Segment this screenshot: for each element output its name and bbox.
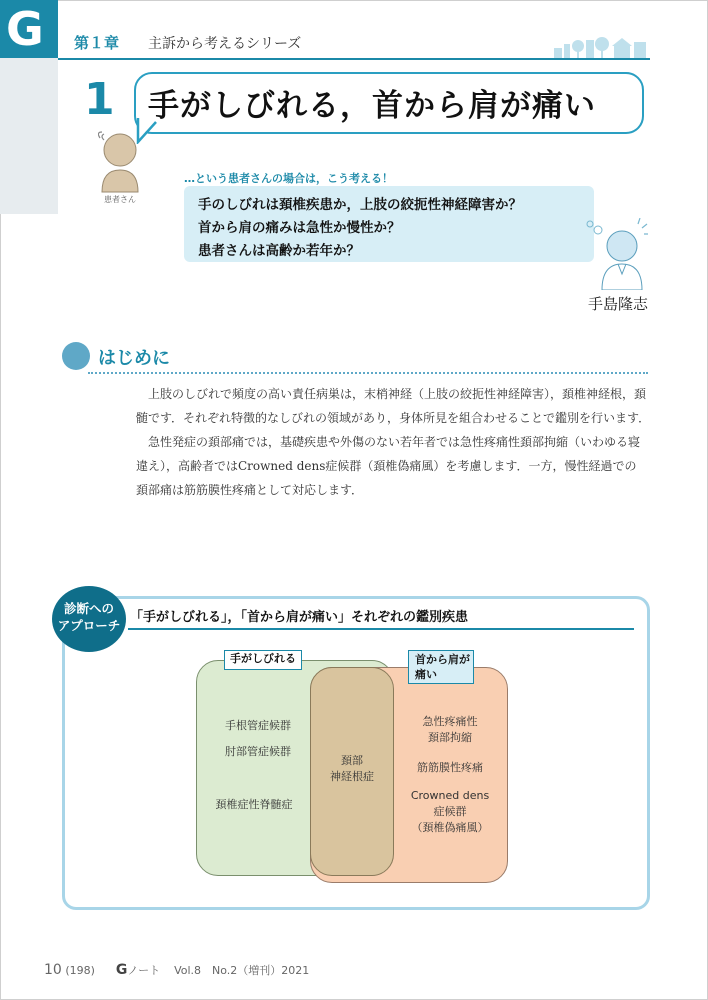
page-footer <box>44 962 309 978</box>
item-line: Crowned dens <box>410 789 490 802</box>
patient-label: 患者さん <box>104 195 136 204</box>
paragraph-line: 髄です．それぞれ特徴的なしびれの領域があり，身体所見を組合わせることで鑑別を行います． <box>136 411 651 425</box>
question-1: 手のしびれは頚椎疾患か，上肢の絞扼性神経障害か？ <box>198 197 522 213</box>
overlap-line-1: 頚部 <box>341 754 363 767</box>
diagnosis-item <box>396 788 504 836</box>
section-bullet-icon <box>62 342 90 370</box>
item-line: 症候群 <box>433 805 467 818</box>
diagnosis-item: 手根管症候群 <box>225 719 291 732</box>
diagnosis-item: 頚椎症性脊髄症 <box>215 798 293 811</box>
section-dotted-rule <box>88 372 648 374</box>
paragraph-line: 頚部痛は筋筋膜性疼痛として対応します． <box>136 483 364 497</box>
numbness-tag: 手がしびれる <box>224 650 302 670</box>
logo-letter: G <box>6 2 44 56</box>
badge-line-2: アプローチ <box>57 618 121 633</box>
journal-volume: Vol.8 No.2（増刊）2021 <box>174 964 310 977</box>
section-title: はじめに <box>98 348 170 369</box>
lead-text: …という患者さんの場合は，こう考える！ <box>184 172 393 185</box>
badge-line-1: 診断への <box>63 601 114 616</box>
item-line: 急性疼痛性 <box>422 715 478 728</box>
header-rule <box>58 58 650 60</box>
approach-badge-text <box>56 600 122 634</box>
overlap-item <box>312 753 392 785</box>
diagram-title-rule <box>128 628 634 630</box>
question-3: 患者さんは高齢か若年か？ <box>198 243 360 259</box>
article-title: 手がしびれる，首から肩が痛い <box>148 88 596 124</box>
doctor-avatar-icon <box>584 218 648 290</box>
author-name: 手島隆志 <box>588 295 649 313</box>
paragraph-line: 急性発症の頚部痛では，基礎疾患や外傷のない若年者では急性疼痛性頚部拘縮（いわゆる寝 <box>148 435 641 449</box>
neck-pain-tag-line-1: 首から肩が <box>415 653 470 666</box>
town-skyline-icon <box>552 36 648 58</box>
diagnosis-item <box>400 714 500 746</box>
diagnosis-item: 筋筋膜性疼痛 <box>417 761 483 774</box>
article-number: 1 <box>84 74 115 125</box>
item-line: （頚椎偽痛風） <box>411 821 489 834</box>
page-number-sub: (198) <box>65 964 95 977</box>
diagram-title: 「手がしびれる」，「首から肩が痛い」それぞれの鑑別疾患 <box>130 610 469 625</box>
question-2: 首から肩の痛みは急性か慢性か？ <box>198 220 401 236</box>
diagnosis-item: 肘部管症候群 <box>225 745 291 758</box>
series-label: 主訴から考えるシリーズ <box>148 36 302 52</box>
journal-g: G <box>115 962 128 978</box>
journal-name: ノート <box>127 964 161 977</box>
chapter-label: 第１章 <box>74 34 120 52</box>
overlap-line-2: 神経根症 <box>330 770 374 783</box>
paragraph-line: 上肢のしびれで頻度の高い責任病巣は，末梢神経（上肢の絞扼性神経障害），頚椎神経根，頚 <box>148 387 647 401</box>
journal-logo <box>0 0 58 58</box>
page-number: 10 <box>44 962 62 978</box>
paragraph-line: 違え），高齢者ではCrowned dens症候群（頚椎偽痛風）を考慮します．一方，慢性経過での <box>136 459 637 473</box>
patient-avatar-icon <box>98 130 144 194</box>
item-line: 頚部拘縮 <box>428 731 472 744</box>
neck-pain-tag <box>408 650 474 684</box>
neck-pain-tag-line-2: 痛い <box>415 668 437 681</box>
